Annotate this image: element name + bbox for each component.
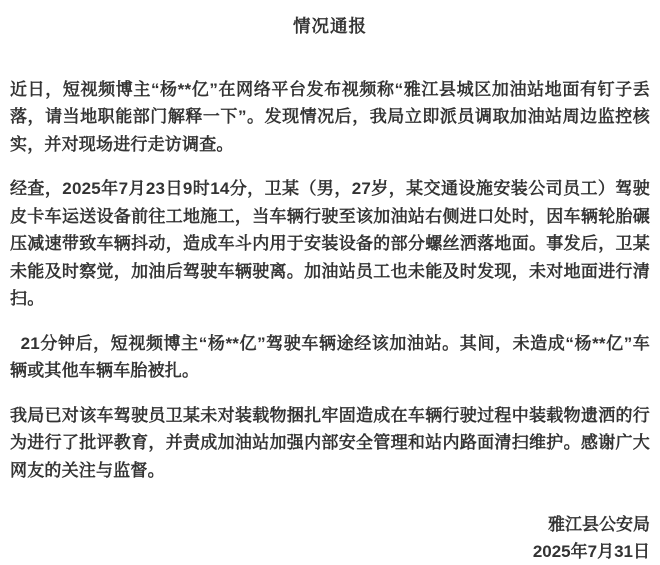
issuing-authority: 雅江县公安局 bbox=[548, 515, 650, 534]
signature-block bbox=[10, 511, 650, 565]
notice-paragraph-2: 经查，2025年7月23日9时14分，卫某（男，27岁，某交通设施安装公司员工）驾驶皮卡车运送设备前往工地施工，当车辆行驶至该加油站右侧进口处时，因车辆轮胎碾压减速带致车辆抖动，造成车斗内用于安装设备的部分螺丝洒落地面。事发后，卫某未能及时察觉，加油后驾驶车辆驶离。加油站员工也未能及时发现，未对地面进行清扫。 bbox=[10, 179, 650, 308]
notice-title: 情况通报 bbox=[293, 16, 367, 36]
notice-paragraph-1: 近日，短视频博主“杨**亿”在网络平台发布视频称“雅江县城区加油站地面有钉子丢落，请当地职能部门解释一下”。发现情况后，我局立即派员调取加油站周边监控核实，并对现场进行走访调查。 bbox=[10, 79, 650, 154]
notice-paragraph-4: 我局已对该车驾驶员卫某未对装载物捆扎牢固造成在车辆行驶过程中装载物遗洒的行为进行了批评教育，并责成加油站加强内部安全管理和站内路面清扫维护。感谢广大网友的关注与监督。 bbox=[10, 405, 650, 480]
notice-paragraph-3: 21分钟后，短视频博主“杨**亿”驾驶车辆途经该加油站。其间，未造成“杨**亿”车辆或其他车辆车胎被扎。 bbox=[10, 333, 650, 380]
issue-date: 2025年7月31日 bbox=[532, 542, 650, 561]
